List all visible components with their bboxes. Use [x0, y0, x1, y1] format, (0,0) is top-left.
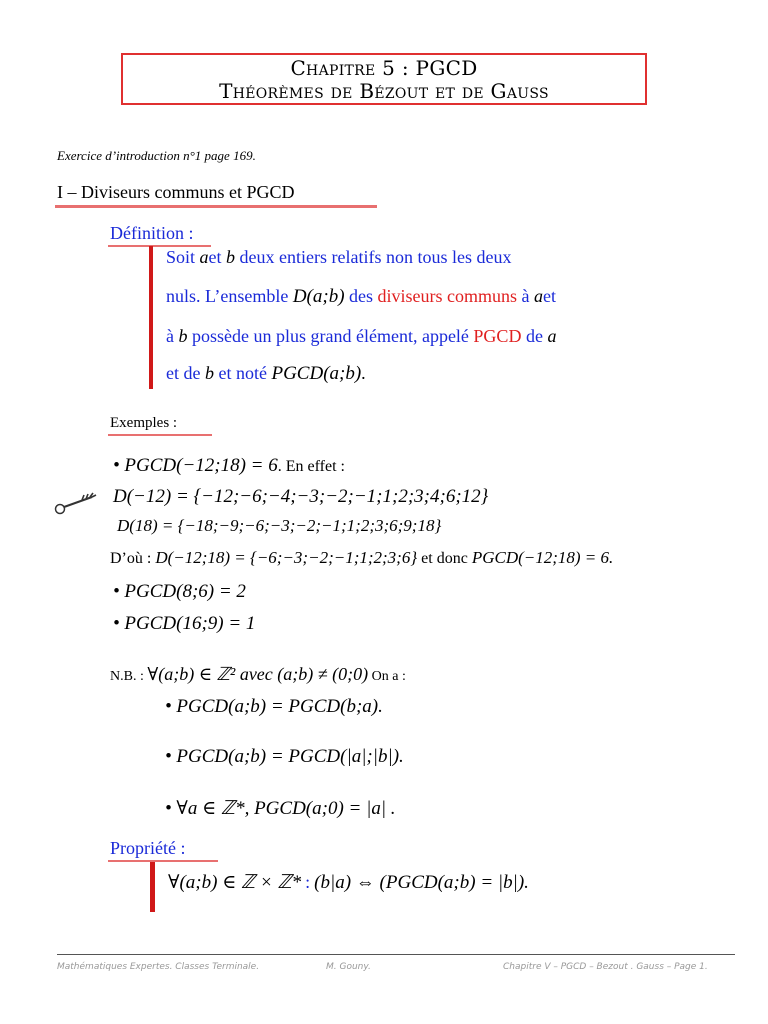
- nb-line-1: • PGCD(a;b) = PGCD(b;a).: [165, 696, 383, 717]
- key-icon: [52, 490, 100, 516]
- example-line-2: D(−12) = {−12;−6;−4;−3;−2;−1;1;2;3;4;6;12}: [113, 486, 489, 507]
- definition-line-2: nuls. L’ensemble D(a;b) des diviseurs communs à aet: [166, 286, 557, 307]
- section-underline: [55, 205, 377, 208]
- examples-underline: [108, 434, 212, 436]
- footer-divider: [57, 954, 735, 955]
- footer-right: Chapitre V – PGCD – Bezout . Gauss – Page 1.: [503, 962, 708, 972]
- intro-exercise: Exercice d’introduction n°1 page 169.: [57, 148, 256, 163]
- chapter-subtitle: Théorèmes de Bézout et de Gauss: [219, 79, 549, 103]
- nb-line-2: • PGCD(a;b) = PGCD(|a|;|b|).: [165, 746, 404, 767]
- definition-line-3: à b possède un plus grand élément, appelé PGCD de a: [166, 326, 557, 346]
- nb-line-0: N.B. : ∀(a;b) ∈ ℤ² avec (a;b) ≠ (0;0) On a :: [110, 664, 406, 684]
- example-line-1: • PGCD(−12;18) = 6. En effet :: [113, 455, 345, 476]
- chapter-title: Chapitre 5 : PGCD: [290, 56, 478, 80]
- property-heading: Propriété :: [110, 838, 186, 858]
- example-line-6: • PGCD(16;9) = 1: [113, 613, 256, 634]
- chapter-title-box: [121, 53, 647, 105]
- footer-center: M. Gouny.: [326, 962, 371, 972]
- property-underline: [108, 860, 218, 862]
- example-line-5: • PGCD(8;6) = 2: [113, 581, 246, 602]
- section-heading: I – Diviseurs communs et PGCD: [57, 182, 295, 202]
- definition-line-1: Soit aet b deux entiers relatifs non tous les deux: [166, 247, 512, 267]
- property-bar: [150, 862, 155, 912]
- definition-line-4: et de b et noté PGCD(a;b).: [166, 363, 366, 384]
- property-statement: ∀(a;b) ∈ ℤ × ℤ* : (b|a) ⇔ (PGCD(a;b) = |b|).: [168, 872, 529, 893]
- definition-heading: Définition :: [110, 223, 194, 243]
- nb-line-3: • ∀a ∈ ℤ*, PGCD(a;0) = |a| .: [165, 798, 396, 819]
- footer-left: Mathématiques Expertes. Classes Terminale.: [57, 962, 260, 972]
- example-line-3: D(18) = {−18;−9;−6;−3;−2;−1;1;2;3;6;9;18}: [117, 516, 442, 535]
- definition-bar: [149, 246, 153, 389]
- examples-heading: Exemples :: [110, 415, 178, 431]
- example-line-4: D’où : D(−12;18) = {−6;−3;−2;−1;1;2;3;6} et donc PGCD(−12;18) = 6.: [110, 548, 614, 567]
